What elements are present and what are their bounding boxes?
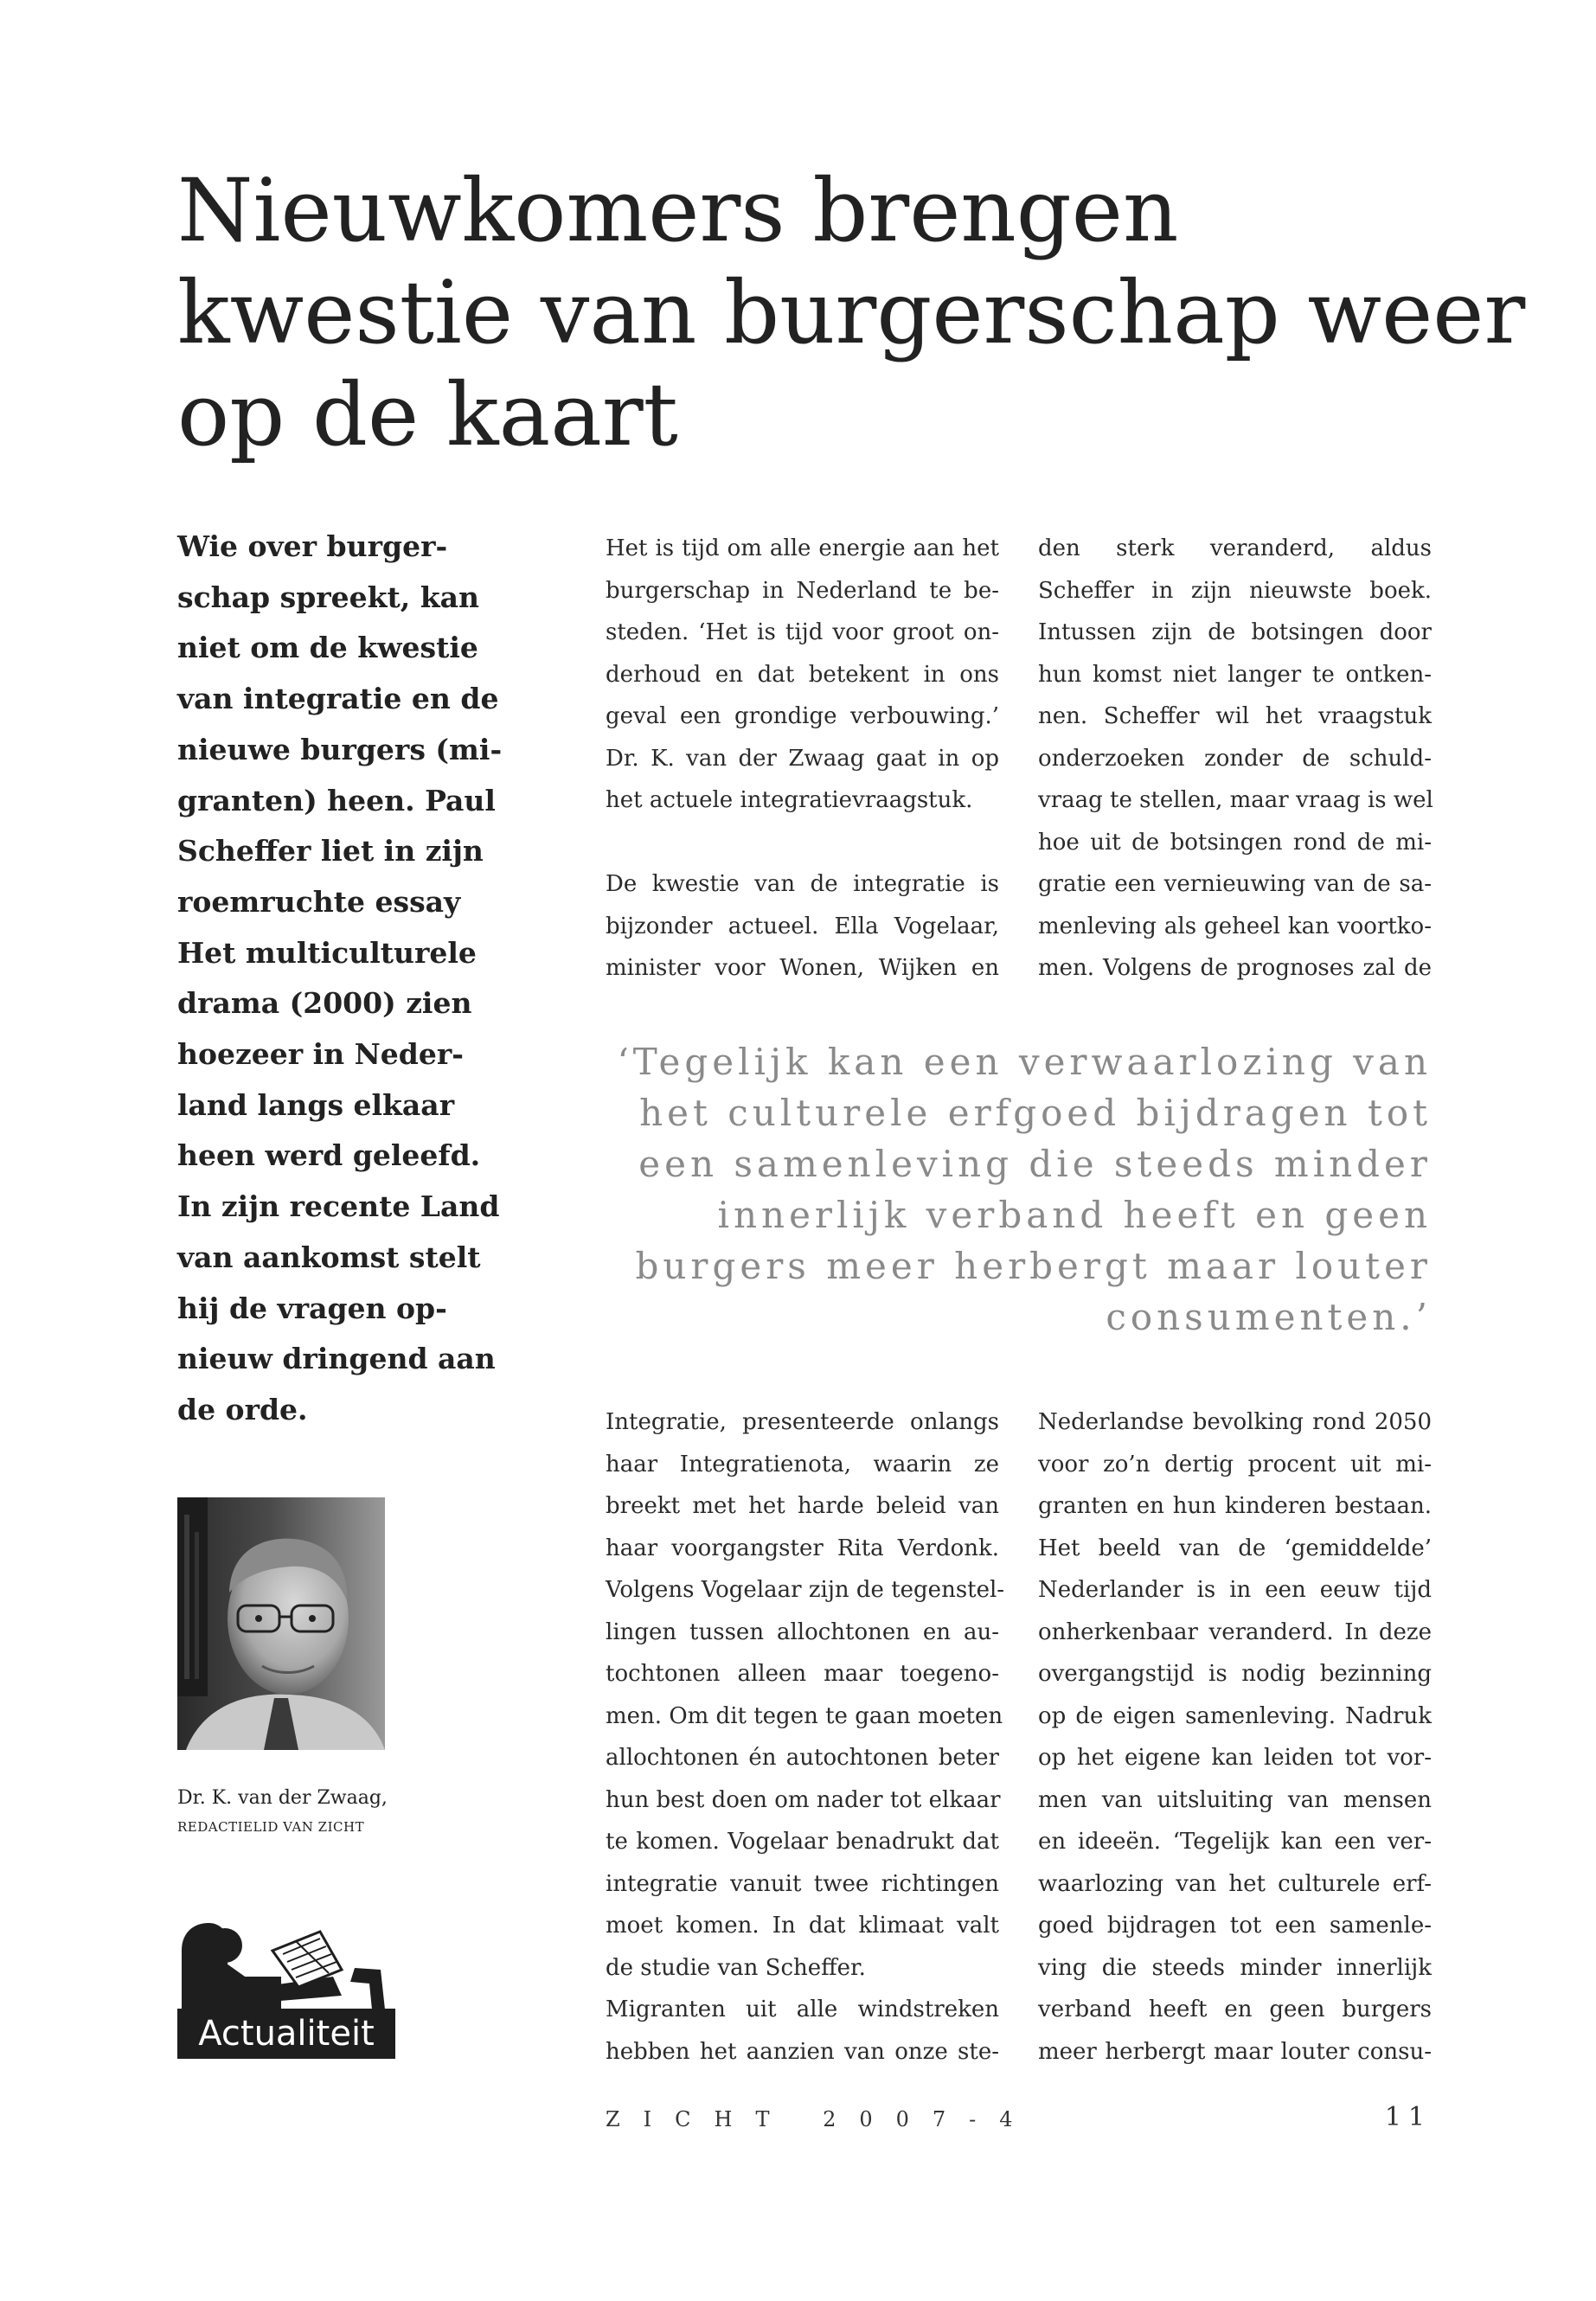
body-line: men. Om dit tegen te gaan moeten xyxy=(606,1702,1003,1729)
body-line: men. Volgens de prognoses zal de xyxy=(1038,955,1432,981)
body-line: Het is tijd om alle energie aan het xyxy=(606,535,999,561)
article-title xyxy=(177,160,1526,466)
journal-footer: ZICHT 2007-4 xyxy=(606,2107,1036,2131)
body-column-2-bottom xyxy=(1038,1401,1432,2073)
intro-line: nieuw dringend aan xyxy=(177,1342,496,1376)
intro-line: van aankomst stelt xyxy=(177,1240,481,1274)
body-line: burgerschap in Nederland te be- xyxy=(606,577,999,604)
body-line: steden. ‘Het is tijd voor groot on- xyxy=(606,619,999,645)
body-line: onherkenbaar veranderd. In deze xyxy=(1038,1618,1432,1645)
pull-quote-line: een samenleving die steeds minder xyxy=(638,1143,1432,1185)
body-line: Integratie, presenteerde onlangs xyxy=(606,1409,999,1435)
body-line: de studie van Scheffer. xyxy=(606,1954,866,1981)
body-line: vraag te stellen, maar vraag is wel xyxy=(1038,787,1433,813)
body-line: men van uitsluiting van mensen xyxy=(1038,1786,1432,1813)
section-logo-label: Actualiteit xyxy=(177,2009,395,2059)
author-portrait-illustration xyxy=(177,1497,385,1750)
reader-in-chair-icon xyxy=(177,1916,395,2011)
body-line: menleving als geheel kan voortko- xyxy=(1038,913,1432,939)
body-line: overgangstijd is nodig bezinning xyxy=(1038,1661,1432,1687)
intro-line: Scheffer liet in zijn xyxy=(177,834,484,868)
author-caption-role: REDACTIELID VAN ZICHT xyxy=(177,1819,365,1835)
intro-line: heen werd geleefd. xyxy=(177,1138,481,1173)
body-line: op de eigen samenleving. Nadruk xyxy=(1038,1702,1432,1729)
body-line: Volgens Vogelaar zijn de tegenstel- xyxy=(606,1577,1005,1603)
body-column-2-top xyxy=(1038,528,1432,990)
pull-quote-line: consumenten.’ xyxy=(1106,1296,1432,1338)
body-line: tochtonen alleen maar toegeno- xyxy=(606,1661,999,1687)
intro-line: de orde. xyxy=(177,1392,308,1426)
pull-quote-line: ‘Tegelijk kan een verwaarlozing van xyxy=(617,1041,1432,1083)
body-line: te komen. Vogelaar benadrukt dat xyxy=(606,1829,999,1855)
body-line: allochtonen én autochtonen beter xyxy=(606,1745,999,1771)
intro-line: drama (2000) zien xyxy=(177,986,472,1021)
body-line: Nederlander is in een eeuw tijd xyxy=(1038,1577,1432,1603)
intro-line: In zijn recente Land xyxy=(177,1189,500,1224)
body-line: ving die steeds minder innerlijk xyxy=(1038,1954,1432,1981)
title-line: op de kaart xyxy=(177,364,678,465)
paragraph-gap xyxy=(606,822,999,864)
pull-quote-line: burgers meer herbergt maar louter xyxy=(635,1245,1432,1287)
body-line: Het beeld van de ‘gemiddelde’ xyxy=(1038,1535,1432,1561)
body-line: Intussen zijn de botsingen door xyxy=(1038,619,1432,645)
body-line: voor zo’n dertig procent uit mi- xyxy=(1038,1451,1432,1477)
body-line: Dr. K. van der Zwaag gaat in op xyxy=(606,745,999,772)
body-column-1-bottom xyxy=(606,1401,1005,2073)
pull-quote-line: het culturele erfgoed bijdragen tot xyxy=(639,1092,1432,1134)
body-line: den sterk veranderd, aldus xyxy=(1038,535,1432,561)
intro-lead xyxy=(177,522,503,1436)
body-line: Nederlandse bevolking rond 2050 xyxy=(1038,1409,1432,1435)
intro-line: land langs elkaar xyxy=(177,1087,455,1122)
title-line: kwestie van burgerschap weer xyxy=(177,262,1526,363)
body-line: hun best doen om nader tot elkaar xyxy=(606,1786,1001,1813)
body-line: goed bijdragen tot een samenle- xyxy=(1038,1913,1432,1939)
body-line: integratie vanuit twee richtingen xyxy=(606,1870,999,1897)
body-line: lingen tussen allochtonen en au- xyxy=(606,1618,999,1645)
author-photo xyxy=(177,1497,385,1750)
pull-quote-line: innerlijk verband heeft en geen xyxy=(717,1194,1432,1236)
body-line: geval een grondige verbouwing.’ xyxy=(606,703,999,729)
body-line: De kwestie van de integratie is xyxy=(606,871,999,897)
body-line: waarlozing van het culturele erf- xyxy=(1038,1870,1432,1897)
body-line: haar Integratienota, waarin ze xyxy=(606,1451,999,1477)
body-line: moet komen. In dat klimaat valt xyxy=(606,1913,999,1939)
body-line: onderzoeken zonder de schuld- xyxy=(1038,745,1432,772)
body-line: granten en hun kinderen bestaan. xyxy=(1038,1493,1432,1519)
intro-line: Wie over burger- xyxy=(177,529,448,563)
body-line: hun komst niet langer te ontken- xyxy=(1038,661,1432,688)
body-line: Migranten uit alle windstreken xyxy=(606,1997,999,2022)
body-line: het actuele integratievraagstuk. xyxy=(606,787,973,813)
body-line: en ideeën. ‘Tegelijk kan een ver- xyxy=(1038,1829,1432,1855)
body-line: bijzonder actueel. Ella Vogelaar, xyxy=(606,913,999,939)
intro-line: hoezeer in Neder- xyxy=(177,1037,464,1072)
pull-quote xyxy=(597,1036,1432,1343)
intro-line: granten) heen. Paul xyxy=(177,783,496,817)
body-line: haar voorgangster Rita Verdonk. xyxy=(606,1535,999,1561)
body-line: gratie een vernieuwing van de sa- xyxy=(1038,871,1432,897)
page-number: 11 xyxy=(1384,2102,1432,2132)
body-line: minister voor Wonen, Wijken en xyxy=(606,955,999,981)
intro-line: hij de vragen op- xyxy=(177,1291,447,1325)
body-line: derhoud en dat betekent in ons xyxy=(606,661,999,688)
body-line: meer herbergt maar louter consu- xyxy=(1038,2038,1432,2065)
intro-line: Het multiculturele xyxy=(177,935,477,970)
body-line: hoe uit de botsingen rond de mi- xyxy=(1038,829,1432,856)
body-line: breekt met het harde beleid van xyxy=(606,1493,999,1519)
author-caption-name: Dr. K. van der Zwaag, xyxy=(177,1787,388,1809)
body-column-1-top xyxy=(606,528,999,990)
body-line: op het eigene kan leiden tot vor- xyxy=(1038,1745,1432,1771)
body-line: verband heeft en geen burgers xyxy=(1038,1997,1432,2022)
intro-line: schap spreekt, kan xyxy=(177,580,479,614)
intro-line: van integratie en de xyxy=(177,682,499,716)
body-line: Scheffer in zijn nieuwste boek. xyxy=(1038,577,1432,604)
title-line: Nieuwkomers brengen xyxy=(177,160,1179,261)
intro-line: roemruchte essay xyxy=(177,884,461,919)
intro-line: niet om de kwestie xyxy=(177,631,478,665)
body-line: nen. Scheffer wil het vraagstuk xyxy=(1038,703,1432,729)
intro-line: nieuwe burgers (mi- xyxy=(177,732,503,766)
body-line: hebben het aanzien van onze ste- xyxy=(606,2038,999,2065)
